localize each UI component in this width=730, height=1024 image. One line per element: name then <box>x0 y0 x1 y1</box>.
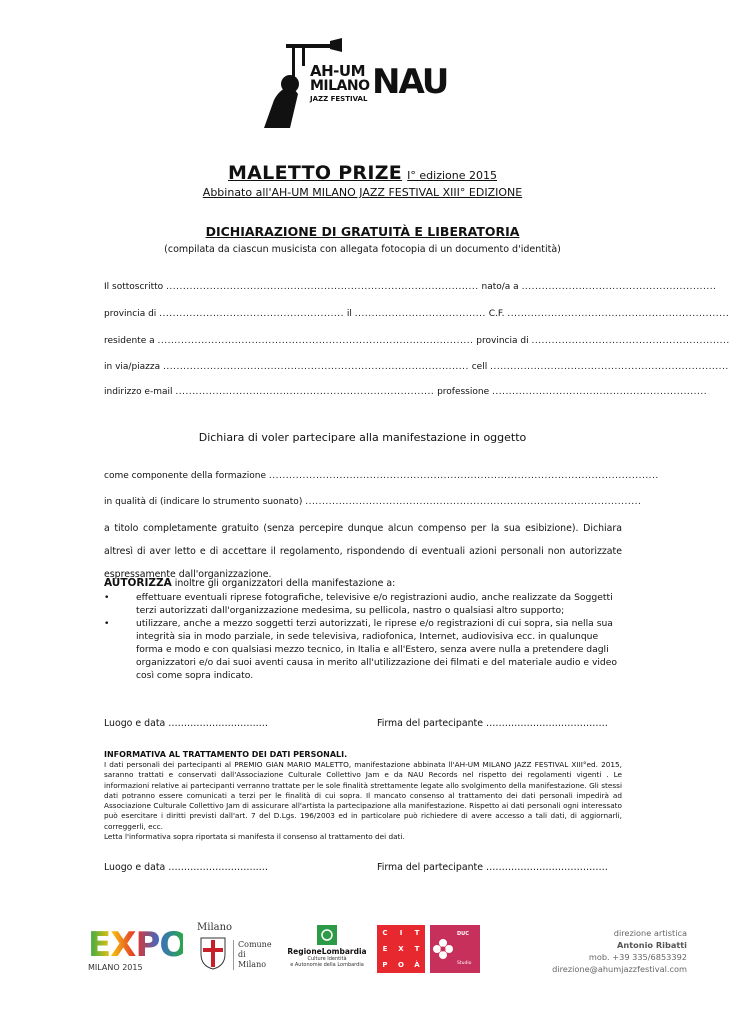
field-provincia-res[interactable]: ........................................................... <box>531 336 730 346</box>
form-row-name <box>104 282 717 292</box>
citta-letter: I <box>399 929 403 937</box>
field-nato[interactable]: .......................................................... <box>521 282 717 292</box>
label-strumento: in qualità di (indicare lo strumento suonato) <box>104 497 303 507</box>
participation-intro: Dichiara di voler partecipare alla manifestazione in oggetto <box>198 431 527 444</box>
field-via[interactable]: ........................................................................................... <box>163 362 469 372</box>
festival-logo-line3: JAZZ FESTIVAL <box>310 95 368 103</box>
authorization-intro-text: inoltre gli organizzatori della manifestazione a: <box>171 578 396 589</box>
field-sottoscritto[interactable]: ............................................................................................. <box>166 282 479 292</box>
comune-line2: di Milano <box>238 950 267 969</box>
field-strumento[interactable]: .................................................................................................... <box>305 497 642 507</box>
regione-logo <box>284 925 370 973</box>
label-cell: cell <box>471 362 488 372</box>
label-professione: professione <box>437 387 490 397</box>
label-nato: nato/a a <box>481 282 519 292</box>
bullet-icon: • <box>104 592 110 603</box>
citta-letter: C <box>382 929 388 937</box>
duc-name: DUC <box>457 931 469 937</box>
citta-letter: O <box>398 961 404 969</box>
page-title <box>0 162 725 184</box>
contact-email[interactable]: direzione@ahumjazzfestival.com <box>552 964 687 974</box>
festival-logo-line2: MILANO <box>310 78 370 94</box>
duc-caption: Studio <box>457 961 472 966</box>
place-date-field[interactable]: Luogo e data ………………………..… <box>104 718 268 729</box>
form-row-formation <box>104 471 659 481</box>
form-row-province <box>104 309 730 319</box>
form-row-instrument <box>104 497 642 507</box>
regione-name: RegioneLombardia <box>287 947 367 956</box>
label-email: indirizzo e-mail <box>104 387 173 397</box>
form-row-email <box>104 387 708 397</box>
label-cf: C.F. <box>488 309 505 319</box>
label-il: il <box>346 309 352 319</box>
page-subtitle: Abbinato all'AH-UM MILANO JAZZ FESTIVAL XIII° EDIZIONE <box>202 186 523 199</box>
nau-logo: NAU <box>372 62 448 102</box>
form-row-address <box>104 362 729 372</box>
list-item <box>104 617 622 687</box>
citta-letter: T <box>414 929 420 937</box>
citta-letter: T <box>414 945 420 953</box>
duc-flower-icon <box>432 938 454 960</box>
declaration-subheading: (compilata da ciascun musicista con allegata fotocopia di un documento d'identità) <box>164 244 561 255</box>
citta-letter: E <box>382 945 388 953</box>
privacy-text: I dati personali dei partecipanti al PREMIO GIAN MARIO MALETTO, manifestazione abbinata ll'AH-UM MILANO JAZZ FESTIVAL XIII°ed. 2015, saranno trattati e conservati dall'Associazione Culturale Collettivo Jam e da NAU Records nel rispetto dei regolamenti vigenti . Le informazioni relative ai partecipanti verranno trattate per le sole finalità strettamente legate allo svolgimento della manifestazione. Gli stessi dati potranno essere comunicati a terzi per le finalità di cui sopra. Il mancato consenso al trattamento dei dati personali impedirà ad Associazione Culturale Collettivo Jam di assicurare all'artista la partecipazione alla manifestazione. Rispetto ai dati personali ogni interessato può esercitare i diritti previsti dall'art. 7 del D.Lgs. 196/2003 ed in particolare può richiedere di avere accesso a tali dati, di aggiornarli, correggerli, ecc. <box>104 760 622 831</box>
authorization-keyword: AUTORIZZA <box>104 577 172 589</box>
festival-logo <box>262 40 372 132</box>
comune-city: Milano <box>197 922 233 933</box>
citta-letter: P <box>382 961 388 969</box>
gratuity-paragraph: a titolo completamente gratuito (senza percepire dunque alcun compenso per la sua esibizione). Dichiara altresì di aver letto e di accettare il regolamento, rispondendo di eventuali azioni personali non autorizzate espressamente dall'organizzazione. <box>104 523 622 580</box>
privacy-body <box>104 760 622 842</box>
field-email[interactable]: ............................................................................. <box>175 387 435 397</box>
privacy-title: INFORMATIVA AL TRATTAMENTO DEI DATI PERSONALI. <box>104 750 348 759</box>
signature-field[interactable]: Firma del partecipante ………………………………… <box>377 718 608 729</box>
regione-line1: Culture Identità <box>307 956 347 962</box>
citta-letter: X <box>398 945 404 953</box>
contact-phone: mob. +39 335/6853392 <box>588 952 687 962</box>
expo-logo <box>88 925 188 972</box>
label-formazione: come componente della formazione <box>104 471 267 481</box>
list-item-text: effettuare eventuali riprese fotografiche, televisive e/o registrazioni audio, anche realizzate da Soggetti terzi autorizzati dall'organizzazione medesima, su pellicola, nastro o qualsiasi altro supporto; <box>136 592 613 616</box>
field-provincia[interactable]: ....................................................... <box>159 309 345 319</box>
rosa-camuna-icon <box>317 925 337 945</box>
contact-block <box>552 927 687 975</box>
authorization-intro <box>104 577 395 589</box>
field-professione[interactable]: ................................................................ <box>492 387 708 397</box>
label-provincia: provincia di <box>104 309 157 319</box>
citta-letter: À <box>414 961 420 969</box>
festival-logo-line1: AH-UM <box>310 62 365 80</box>
field-formazione[interactable]: .................................................................................................................... <box>268 471 659 481</box>
privacy-closing: Letta l'informativa sopra riportata si manifesta il consenso al trattamento dei dati. <box>104 832 405 842</box>
signature-field-2[interactable]: Firma del partecipante ………………………………… <box>377 862 608 873</box>
citta-expo-logo <box>377 925 425 973</box>
label-provincia-res: provincia di <box>476 336 529 346</box>
field-cell[interactable]: ....................................................................... <box>490 362 729 372</box>
comune-line1: Comune <box>238 940 272 949</box>
label-via: in via/piazza <box>104 362 161 372</box>
contact-role: direzione artistica <box>613 928 687 938</box>
expo-caption: MILANO 2015 <box>88 963 143 972</box>
bullet-icon: • <box>104 618 110 629</box>
regione-line2: e Autonomie della Lombardia <box>290 962 364 968</box>
form-row-residence <box>104 336 730 346</box>
place-date-field-2[interactable]: Luogo e data ………………………..… <box>104 862 268 873</box>
field-residente[interactable]: .............................................................................................. <box>157 336 474 346</box>
title-edition: I° edizione 2015 <box>407 169 498 182</box>
declaration-heading: DICHIARAZIONE DI GRATUITÀ E LIBERATORIA <box>205 224 520 239</box>
field-cf[interactable]: .................................................................. <box>507 309 730 319</box>
label-sottoscritto: Il sottoscritto <box>104 282 164 292</box>
expo-logo-text: EXPO <box>88 925 188 965</box>
contact-name: Antonio Ribatti <box>617 940 687 950</box>
list-item-text: utilizzare, anche a mezzo soggetti terzi autorizzati, le riprese e/o registrazioni di cui sopra, sia nella sua integrità sia in modo parziale, in sede televisiva, radiofonica, Internet, audiovisiva ecc. in qualunque forma e modo e con qualsiasi mezzo tecnico, in Italia e all'Estero, senza avere nulla a pretendere dagli organizzatori e/o dai suoi aventi causa in merito all'utilizzazione dei filmati e del materiale audio e video così come sopra indicato. <box>136 618 618 681</box>
coat-of-arms-icon <box>199 936 227 970</box>
field-il[interactable]: ....................................... <box>354 309 486 319</box>
duc-logo <box>430 925 480 973</box>
label-residente: residente a <box>104 336 155 346</box>
comune-logo <box>197 922 272 972</box>
title-main: MALETTO PRIZE <box>227 162 403 184</box>
